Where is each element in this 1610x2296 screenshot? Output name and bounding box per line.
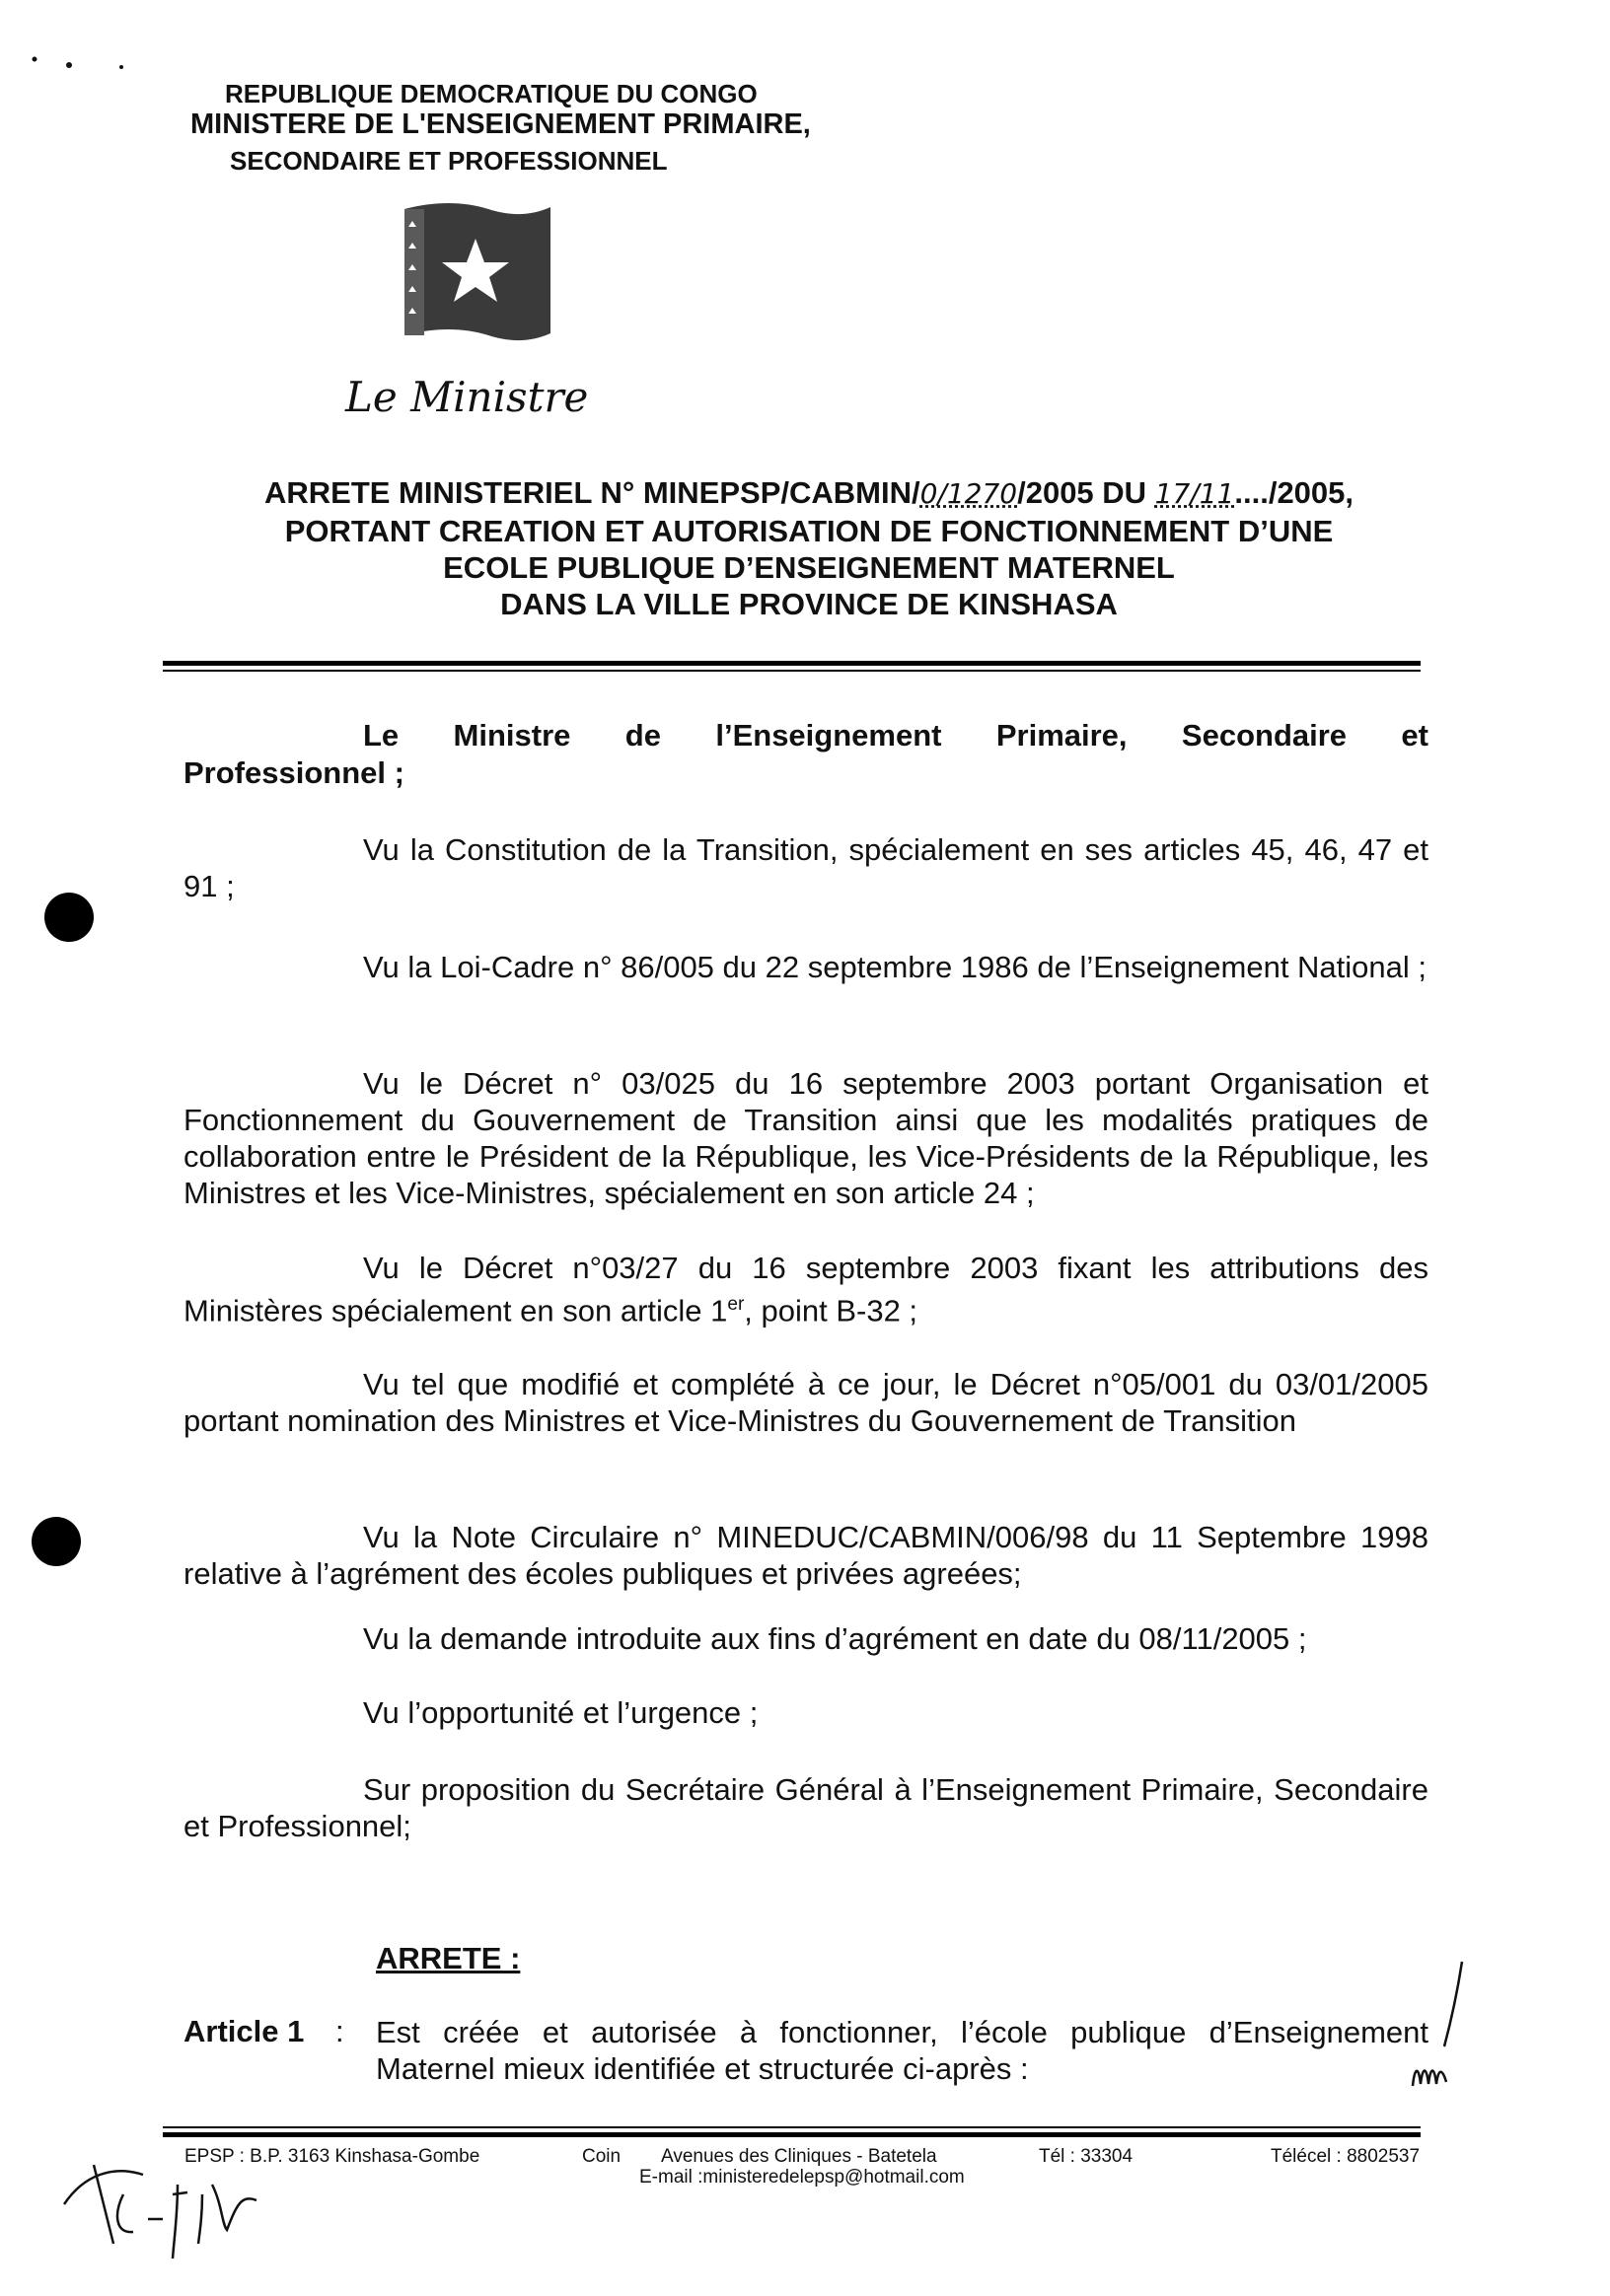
- punch-hole-bottom: [32, 1517, 81, 1566]
- footer-tel: Tél : 33304: [1039, 2146, 1134, 2167]
- handwritten-decree-date: 17/11: [1154, 477, 1235, 510]
- footer-telecel: Télécel : 8802537: [1271, 2146, 1421, 2167]
- title-suffix: ..../2005,: [1234, 475, 1354, 510]
- intro-line-cont: Professionnel ;: [183, 755, 404, 790]
- article-1-text: Est créée et autorisée à fonctionner, l’école publique d’Enseignement Maternel mieux identifiée et structurée ci-après :: [376, 2015, 1428, 2086]
- title-divider-thin: [163, 670, 1421, 672]
- handwritten-annotation-icon: [54, 2135, 291, 2273]
- title-divider-thick: [163, 661, 1421, 666]
- arrete-heading: ARRETE :: [376, 1941, 521, 1975]
- title-line-4: DANS LA VILLE PROVINCE DE KINSHASA: [500, 587, 1118, 621]
- consideration-decret-organisation: Vu le Décret n° 03/025 du 16 septembre 2003 portant Organisation et Fonctionnement du Gouvernement de Transition ainsi que les modalités pratiques de collaboration entre le Président de la République, les Vice-Présidents de la République, les Ministres et les Vice-Ministres, spécialement en son article 24 ;: [183, 1066, 1428, 1210]
- footer-avenues: Avenues des Cliniques - Batetela: [661, 2146, 937, 2167]
- consideration-demande: Vu la demande introduite aux fins d’agrément en date du 08/11/2005 ;: [363, 1621, 1307, 1656]
- title-mid: /2005 DU: [1017, 475, 1155, 510]
- footer-email: E-mail :ministeredelepsp@hotmail.com: [639, 2167, 965, 2188]
- header-ministry: MINISTERE DE L'ENSEIGNEMENT PRIMAIRE,: [190, 108, 811, 140]
- title-line-3: ECOLE PUBLIQUE D’ENSEIGNEMENT MATERNEL: [443, 550, 1175, 585]
- title-prefix: ARRETE MINISTERIEL N° MINEPSP/CABMIN/: [263, 475, 920, 510]
- initials-signature-icon: [1401, 1958, 1480, 2106]
- footer-divider-thin: [163, 2126, 1421, 2128]
- footer-coin: Coin: [582, 2146, 622, 2167]
- intro-line: Le Ministre de l’Enseignement Primaire, Secondaire et: [363, 718, 1428, 753]
- consideration-proposition: Sur proposition du Secrétaire Général à l’Enseignement Primaire, Secondaire et Professionnel;: [183, 1772, 1428, 1843]
- consideration-note-circulaire: Vu la Note Circulaire n° MINEDUC/CABMIN/006/98 du 11 Septembre 1998 relative à l’agrément des écoles publiques et privées agreées;: [183, 1520, 1428, 1591]
- consideration-decret-nomination: Vu tel que modifié et complété à ce jour, le Décret n°05/001 du 03/01/2005 portant nomination des Ministres et Vice-Ministres du Gouvernement de Transition: [183, 1367, 1428, 1438]
- footer-divider-thick: [163, 2132, 1421, 2137]
- consideration-urgence: Vu l’opportunité et l’urgence ;: [363, 1695, 759, 1730]
- header-ministry-cont: SECONDAIRE ET PROFESSIONNEL: [230, 146, 668, 176]
- consideration-loi-cadre: Vu la Loi-Cadre n° 86/005 du 22 septembre 1986 de l’Enseignement National ;: [363, 950, 1427, 984]
- consideration-decret-attributions: Vu le Décret n°03/27 du 16 septembre 2003 fixant les attributions des Ministères spécialement en son article 1er, point B-32 ;: [183, 1251, 1428, 1328]
- footer-address: EPSP : B.P. 3163 Kinshasa-Gombe: [184, 2146, 480, 2167]
- signatory-title: Le Ministre: [345, 373, 589, 421]
- article-1-colon: :: [335, 2014, 344, 2048]
- decree-title: [168, 473, 1450, 513]
- scan-marks-icon: [25, 49, 133, 79]
- handwritten-decree-number: 0/1270: [919, 477, 1018, 510]
- punch-hole-top: [44, 893, 94, 942]
- header-republic: REPUBLIQUE DEMOCRATIQUE DU CONGO: [225, 79, 758, 108]
- title-line-2: PORTANT CREATION ET AUTORISATION DE FONCTIONNEMENT D’UNE: [284, 514, 1334, 548]
- article-1-label: Article 1: [183, 2014, 305, 2048]
- consideration-constitution: Vu la Constitution de la Transition, spécialement en ses articles 45, 46, 47 et 91 ;: [183, 832, 1428, 903]
- flag-star-emblem-icon: [395, 197, 557, 360]
